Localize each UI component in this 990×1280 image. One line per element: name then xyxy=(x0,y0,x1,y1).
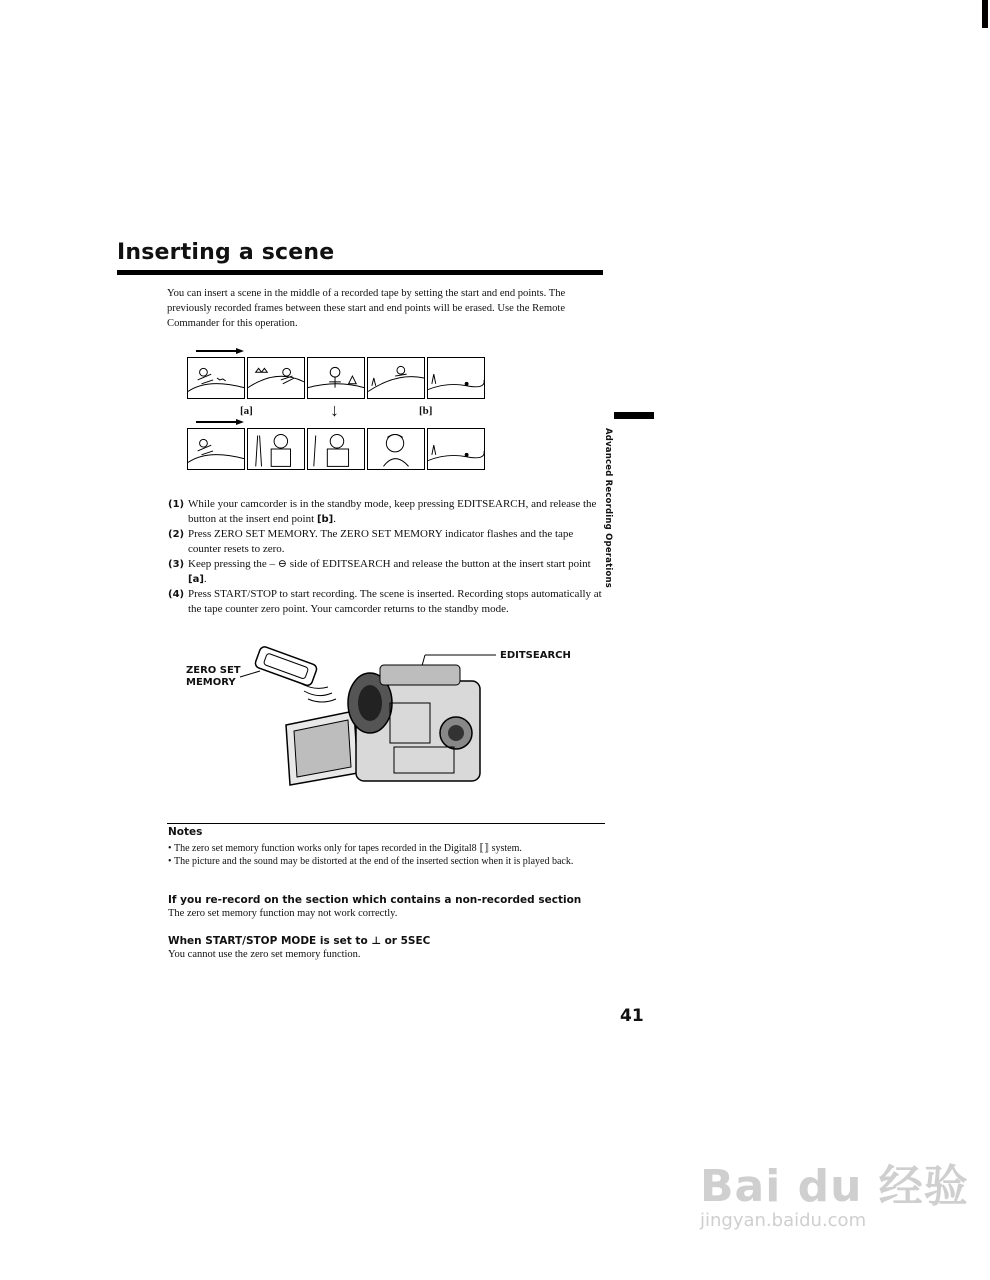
step-text-end: . xyxy=(203,573,207,585)
step-mark: [b] xyxy=(316,514,334,525)
frame-skier-2 xyxy=(247,357,305,399)
step-text: Keep pressing the – ⊖ side of EDITSEARCH and release the button at the insert start point xyxy=(188,558,591,570)
step-number: (4) xyxy=(168,589,185,600)
rerecord-heading: If you re-record on the section which contains a non-recorded section xyxy=(168,894,582,906)
section-tab-label: Advanced Recording Operations xyxy=(603,428,613,589)
rerecord-text: The zero set memory function may not work correctly. xyxy=(168,908,398,919)
step-text-end: . xyxy=(333,513,336,525)
intro-paragraph: You can insert a scene in the middle of a recorded tape by setting the start and end points. The previously recorded frames between these start and end points will be erased. Use the Remote Commander for this operation. xyxy=(167,288,566,329)
step-2 xyxy=(168,527,608,557)
step-text: Press ZERO SET MEMORY. The ZERO SET MEMORY indicator flashes and the tape counter resets to zero. xyxy=(188,528,574,555)
note-text: The zero set memory function works only for tapes recorded in the Digital8 ⟦⟧ system. xyxy=(174,843,522,854)
note-text: The picture and the sound may be distorted at the end of the inserted section when it is played back. xyxy=(174,856,574,867)
zero-set-memory-callout xyxy=(186,665,241,689)
steps-list xyxy=(168,497,608,617)
frame-skier-3 xyxy=(307,357,365,399)
step-number: (1) xyxy=(168,499,185,510)
notes-list xyxy=(168,842,608,868)
step-number: (2) xyxy=(168,529,185,540)
camcorder-remote-illustration xyxy=(180,643,600,793)
film-strip-before xyxy=(187,357,487,399)
frame-skier-1 xyxy=(187,357,245,399)
frame-skier-5 xyxy=(427,357,485,399)
startstop-heading: When START/STOP MODE is set to ⊥ or 5SEC xyxy=(168,935,431,947)
down-arrow-icon: ↓ xyxy=(330,400,339,420)
callout-line: MEMORY xyxy=(186,677,236,688)
callout-line: ZERO SET xyxy=(186,665,241,676)
step-1 xyxy=(168,497,608,527)
film-strip-after xyxy=(187,428,487,470)
frame-person-1 xyxy=(247,428,305,470)
title-rule xyxy=(117,270,603,275)
notes-rule xyxy=(167,823,605,824)
step-4 xyxy=(168,587,608,617)
frame-skier-5 xyxy=(427,428,485,470)
section-tab-bar xyxy=(614,412,654,419)
step-text: While your camcorder is in the standby mode, keep pressing EDITSEARCH, and release the button at the insert end point xyxy=(188,498,597,525)
step-mark: [a] xyxy=(188,574,204,585)
arrow-head-icon xyxy=(236,419,244,425)
frame-skier-4 xyxy=(367,357,425,399)
page-number: 41 xyxy=(620,1006,644,1026)
watermark-url: jingyan.baidu.com xyxy=(700,1210,867,1231)
editsearch-callout: EDITSEARCH xyxy=(500,650,571,661)
direction-arrow-bottom xyxy=(196,421,236,423)
insert-start-mark: [a] xyxy=(240,405,253,417)
insert-end-mark: [b] xyxy=(419,405,433,417)
note-item: • The picture and the sound may be distorted at the end of the inserted section when it is played back. xyxy=(168,856,574,867)
arrow-head-icon xyxy=(236,348,244,354)
startstop-text: You cannot use the zero set memory function. xyxy=(168,949,361,960)
edge-mark xyxy=(982,0,988,28)
frame-person-3 xyxy=(367,428,425,470)
step-number: (3) xyxy=(168,559,185,570)
note-item: • The zero set memory function works only for tapes recorded in the Digital8 ⟦⟧ system. xyxy=(168,843,522,854)
watermark-logo: Bai du 经验 xyxy=(700,1161,969,1212)
page-title: Inserting a scene xyxy=(117,240,335,265)
watermark xyxy=(700,1150,969,1231)
frame-skier-1 xyxy=(187,428,245,470)
direction-arrow-top xyxy=(196,350,236,352)
frame-person-2 xyxy=(307,428,365,470)
step-text: Press START/STOP to start recording. The scene is inserted. Recording stops automatically at the tape counter zero point. Your camcorder returns to the standby mode. xyxy=(188,588,602,615)
notes-heading: Notes xyxy=(168,826,203,838)
step-3 xyxy=(168,557,608,587)
